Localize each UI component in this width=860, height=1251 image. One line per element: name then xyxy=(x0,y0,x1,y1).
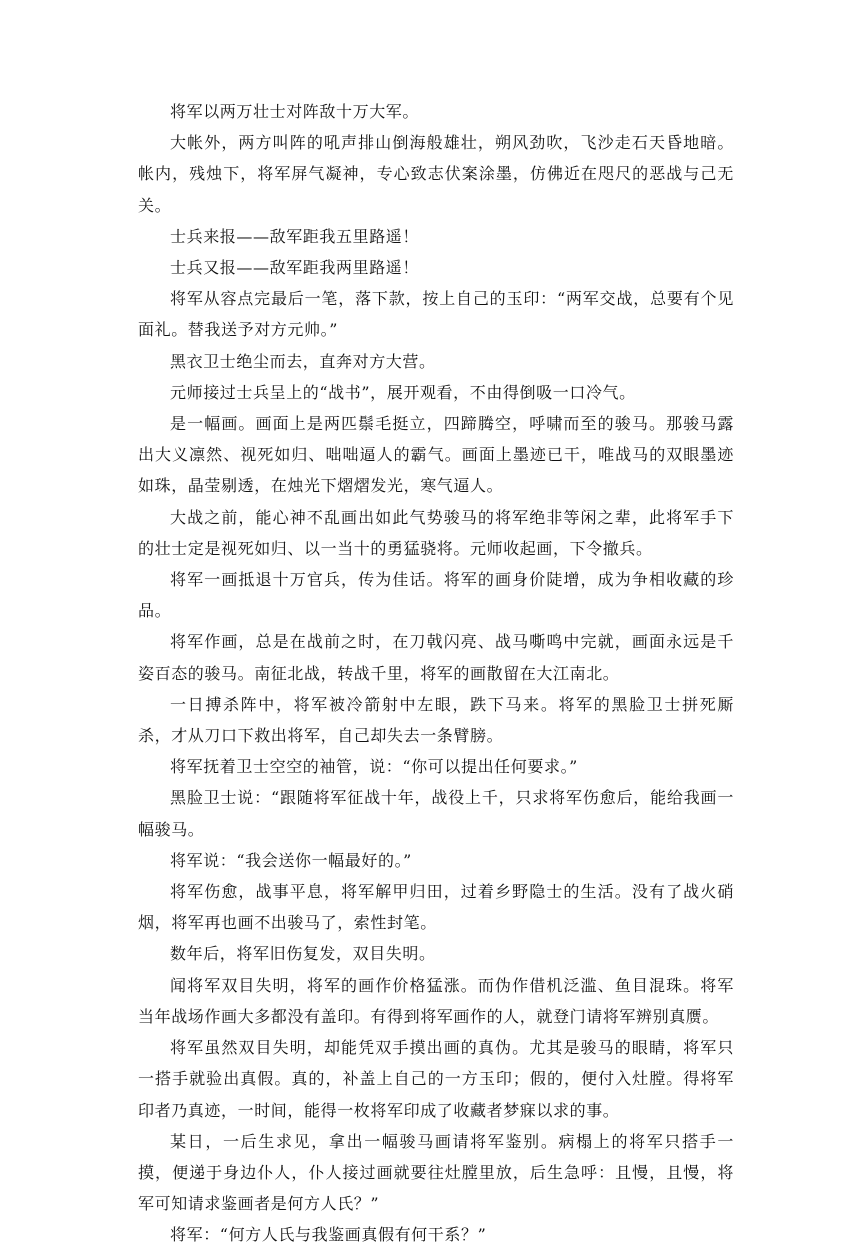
paragraph: 将军以两万壮士对阵敌十万大军。 xyxy=(170,102,420,121)
paragraph: 士兵又报——敌军距我两里路遥！ xyxy=(170,258,420,278)
paragraph: 将军从容点完最后一笔，落下款，按上自己的玉印：“两军交战，总要有个见面礼。替我送予对方元帅。” xyxy=(138,289,734,340)
paragraph: 某日，一后生求见，拿出一幅骏马画请将军鉴别。病榻上的将军只搭手一摸，便递于身边仆人，仆人接过画就要往灶膛里放，后生急呼：且慢，且慢，将军可知请求鉴画者是何方人氏？” xyxy=(138,1131,734,1214)
paragraph: 将军作画，总是在战前之时，在刀戟闪亮、战马嘶鸣中完就，画面永远是千姿百态的骏马。南征北战，转战千里，将军的画散留在大江南北。 xyxy=(138,632,734,683)
paragraph: 将军虽然双目失明，却能凭双手摸出画的真伪。尤其是骏马的眼睛，将军只一搭手就验出真假。真的，补盖上自己的一方玉印；假的，便付入灶膛。得将军印者乃真迹，一时间，能得一枚将军印成了收藏者梦寐以求的事。 xyxy=(138,1038,734,1120)
paragraph: 闻将军双目失明，将军的画作价格猛涨。而伪作借机泛滥、鱼目混珠。将军当年战场作画大多都没有盖印。有得到将军画作的人，就登门请将军辨别真赝。 xyxy=(138,975,734,1026)
paragraph: 士兵来报——敌军距我五里路遥！ xyxy=(170,226,420,246)
paragraph: 黑衣卫士绝尘而去，直奔对方大营。 xyxy=(170,351,436,371)
paragraph: 将军说：“我会送你一幅最好的。” xyxy=(170,850,412,870)
paragraph: 元师接过士兵呈上的“战书”，展开观看，不由得倒吸一口冷气。 xyxy=(170,382,636,402)
paragraph: 将军抚着卫士空空的袖管，说：“你可以提出任何要求。” xyxy=(170,757,578,777)
paragraph: 将军：“何方人氏与我鉴画真假有何干系？” xyxy=(170,1225,487,1245)
paragraph: 大帐外，两方叫阵的吼声排山倒海般雄壮，朔风劲吹，飞沙走石天昏地暗。帐内，残烛下，将军屏气凝神，专心致志伏案涂墨，仿佛近在咫尺的恶战与己无关。 xyxy=(138,133,734,215)
paragraph: 黑脸卫士说：“跟随将军征战十年，战役上千，只求将军伤愈后，能给我画一幅骏马。 xyxy=(138,788,734,839)
paragraph: 一日搏杀阵中，将军被冷箭射中左眼，跌下马来。将军的黑脸卫士拼死厮杀，才从刀口下救出将军，自己却失去一条臂膀。 xyxy=(138,694,734,746)
paragraph: 数年后，将军旧伤复发，双目失明。 xyxy=(170,944,436,964)
paragraph: 是一幅画。画面上是两匹鬃毛挺立，四蹄腾空，呼啸而至的骏马。那骏马露出大义凛然、视死如归、咄咄逼人的霸气。画面上墨迹已干，唯战马的双眼墨迹如珠，晶莹剔透，在烛光下熠熠发光，寒气逼人。 xyxy=(138,414,734,496)
story-text xyxy=(138,96,734,1251)
paragraph: 将军伤愈，战事平息，将军解甲归田，过着乡野隐士的生活。没有了战火硝烟，将军再也画不出骏马了，索性封笔。 xyxy=(138,882,734,933)
paragraph: 大战之前，能心神不乱画出如此气势骏马的将军绝非等闲之辈，此将军手下的壮士定是视死如归、以一当十的勇猛骁将。元师收起画，下令撤兵。 xyxy=(138,507,734,558)
paragraph: 将军一画抵退十万官兵，传为佳话。将军的画身价陡增，成为争相收藏的珍品。 xyxy=(138,570,734,621)
